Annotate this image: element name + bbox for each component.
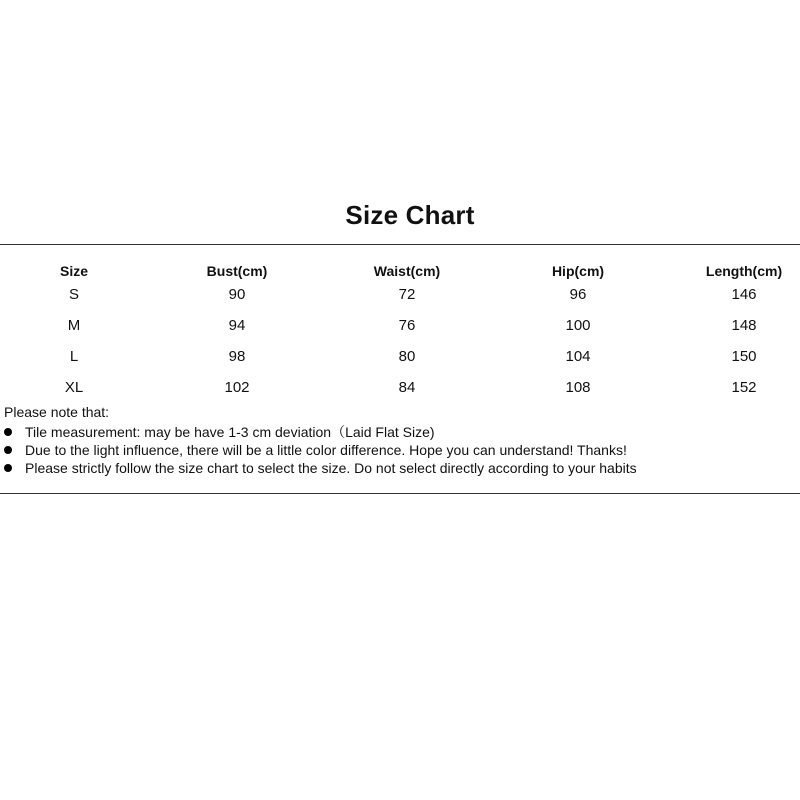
table-cell: 84 [398, 379, 416, 396]
table-cell: 104 [565, 348, 591, 365]
table-cell: M [67, 317, 81, 334]
bullet-icon [4, 446, 12, 454]
table-cell: 108 [565, 379, 591, 396]
table-cell: XL [64, 379, 84, 396]
column-header-bust: Bust(cm) [206, 263, 268, 279]
note-text: Please strictly follow the size chart to select the size. Do not select directly according to your habits [25, 460, 637, 476]
notes-lead: Please note that: [4, 404, 110, 420]
table-cell: 94 [228, 317, 246, 334]
table-cell: 150 [731, 348, 757, 365]
notes-section [4, 403, 637, 477]
column-header-length: Length(cm) [705, 263, 783, 279]
list-item [4, 459, 637, 477]
table-cell: S [68, 286, 80, 303]
page-title: Size Chart [345, 200, 475, 230]
table-cell: 102 [224, 379, 250, 396]
table-cell: 98 [228, 348, 246, 365]
note-text: Due to the light influence, there will be a little color difference. Hope you can understand! Thanks! [25, 442, 627, 458]
bottom-divider [0, 493, 800, 494]
table-cell: 72 [398, 286, 416, 303]
column-header-waist: Waist(cm) [373, 263, 441, 279]
note-text: Tile measurement: may be have 1-3 cm deviation（Laid Flat Size) [25, 424, 435, 440]
table-cell: 152 [731, 379, 757, 396]
list-item [4, 423, 637, 441]
notes-list [4, 423, 637, 477]
table-cell: 148 [731, 317, 757, 334]
table-cell: L [69, 348, 79, 365]
table-cell: 76 [398, 317, 416, 334]
table-cell: 90 [228, 286, 246, 303]
column-header-size: Size [59, 263, 89, 279]
top-divider [0, 244, 800, 245]
table-cell: 100 [565, 317, 591, 334]
column-header-hip: Hip(cm) [551, 263, 605, 279]
bullet-icon [4, 428, 12, 436]
list-item [4, 441, 637, 459]
table-cell: 146 [731, 286, 757, 303]
table-cell: 80 [398, 348, 416, 365]
table-cell: 96 [569, 286, 587, 303]
bullet-icon [4, 464, 12, 472]
